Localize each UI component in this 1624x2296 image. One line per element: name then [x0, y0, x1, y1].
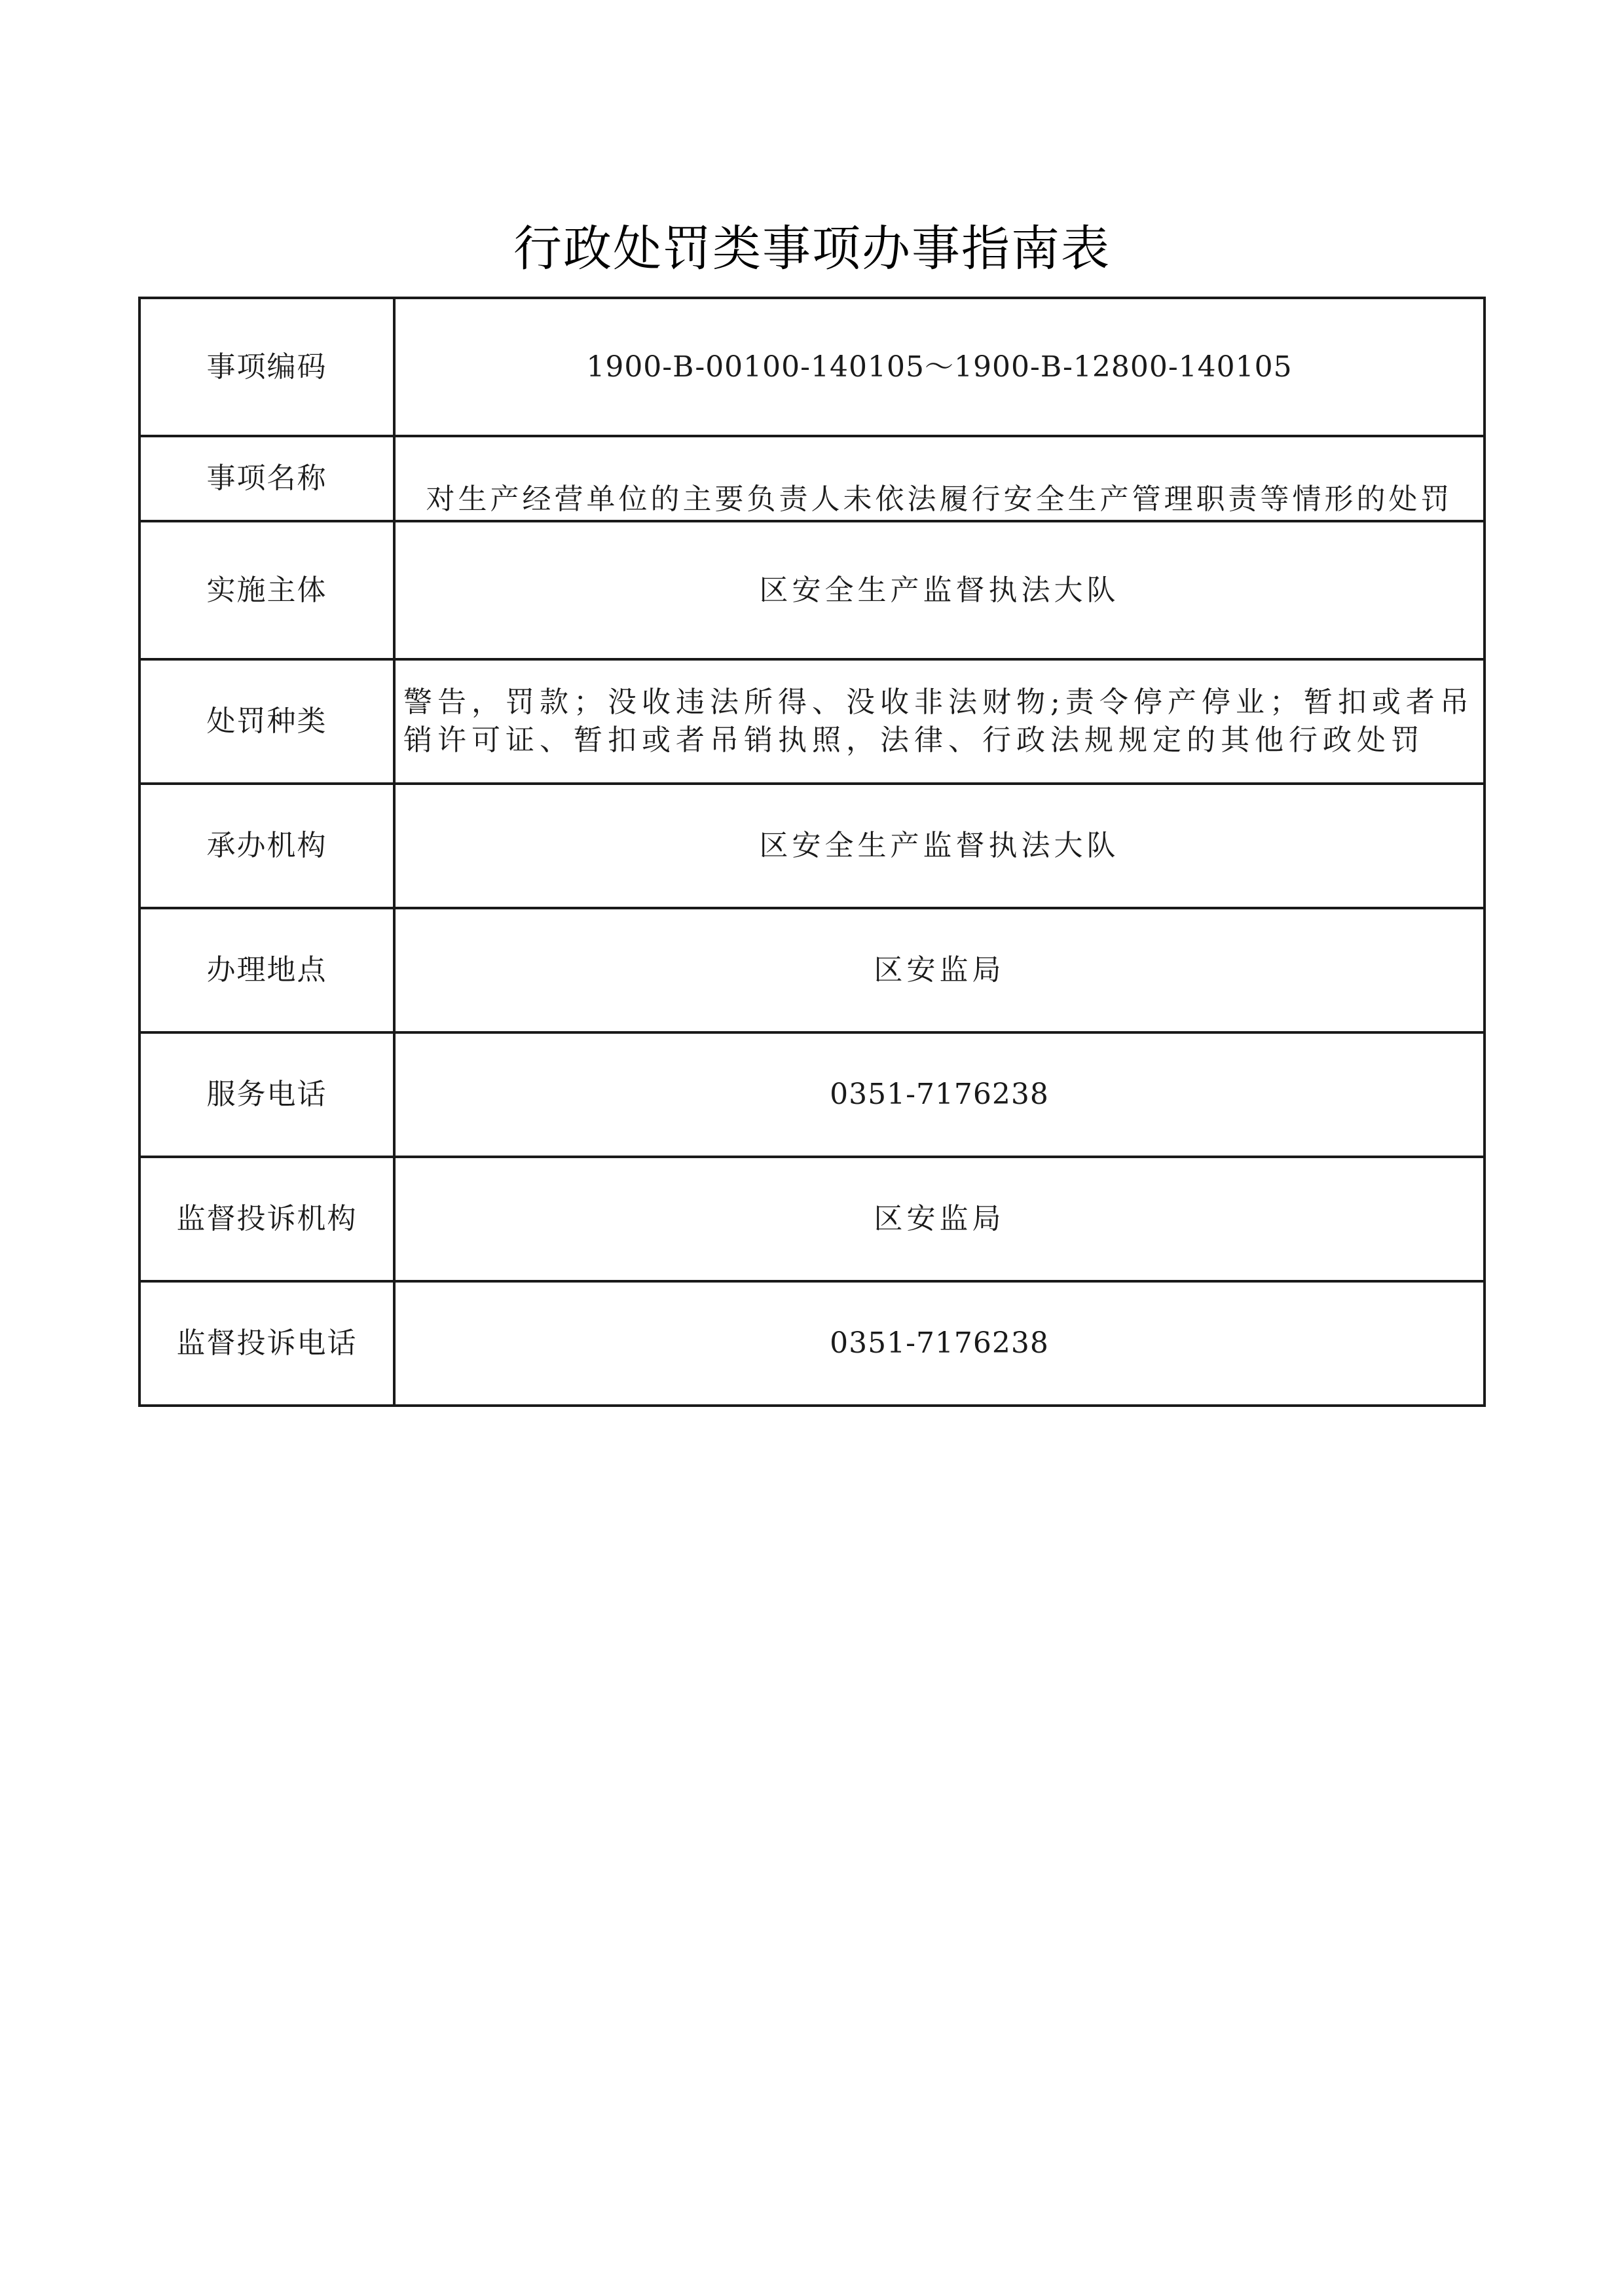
complaint-phone-value: 0351-7176238 — [394, 1281, 1485, 1406]
item-name-value: 对生产经营单位的主要负责人未依法履行安全生产管理职责等情形的处罚 — [394, 436, 1485, 521]
handling-agency-label: 承办机构 — [139, 784, 394, 908]
page-title: 行政处罚类事项办事指南表 — [513, 221, 1111, 277]
location-label: 办理地点 — [139, 908, 394, 1032]
penalty-type-label: 处罚种类 — [139, 659, 394, 784]
table-row-penalty-type — [139, 659, 1485, 784]
location-value: 区安监局 — [394, 908, 1485, 1032]
table-row-complaint-phone — [139, 1281, 1485, 1406]
item-name-label: 事项名称 — [139, 436, 394, 521]
service-phone-label: 服务电话 — [139, 1032, 394, 1157]
implementing-body-value: 区安全生产监督执法大队 — [394, 521, 1485, 659]
complaint-agency-value: 区安监局 — [394, 1157, 1485, 1281]
table-row-handling-agency — [139, 784, 1485, 908]
guide-table — [138, 297, 1486, 1407]
table-row-item-name — [139, 436, 1485, 521]
table-row-complaint-agency — [139, 1157, 1485, 1281]
penalty-type-value: 警告，罚款；没收违法所得、没收非法财物;责令停产停业；暂扣或者吊销许可证、暂扣或者吊销执照，法律、行政法规规定的其他行政处罚 — [394, 659, 1485, 784]
implementing-body-label: 实施主体 — [139, 521, 394, 659]
complaint-agency-label: 监督投诉机构 — [139, 1157, 394, 1281]
table-row-location — [139, 908, 1485, 1032]
item-code-label: 事项编码 — [139, 298, 394, 436]
item-code-value: 1900-B-00100-140105～1900-B-12800-140105 — [394, 298, 1485, 436]
table-row-service-phone — [139, 1032, 1485, 1157]
table-row-item-code — [139, 298, 1485, 436]
complaint-phone-label: 监督投诉电话 — [139, 1281, 394, 1406]
service-phone-value: 0351-7176238 — [394, 1032, 1485, 1157]
handling-agency-value: 区安全生产监督执法大队 — [394, 784, 1485, 908]
table-row-implementing-body — [139, 521, 1485, 659]
